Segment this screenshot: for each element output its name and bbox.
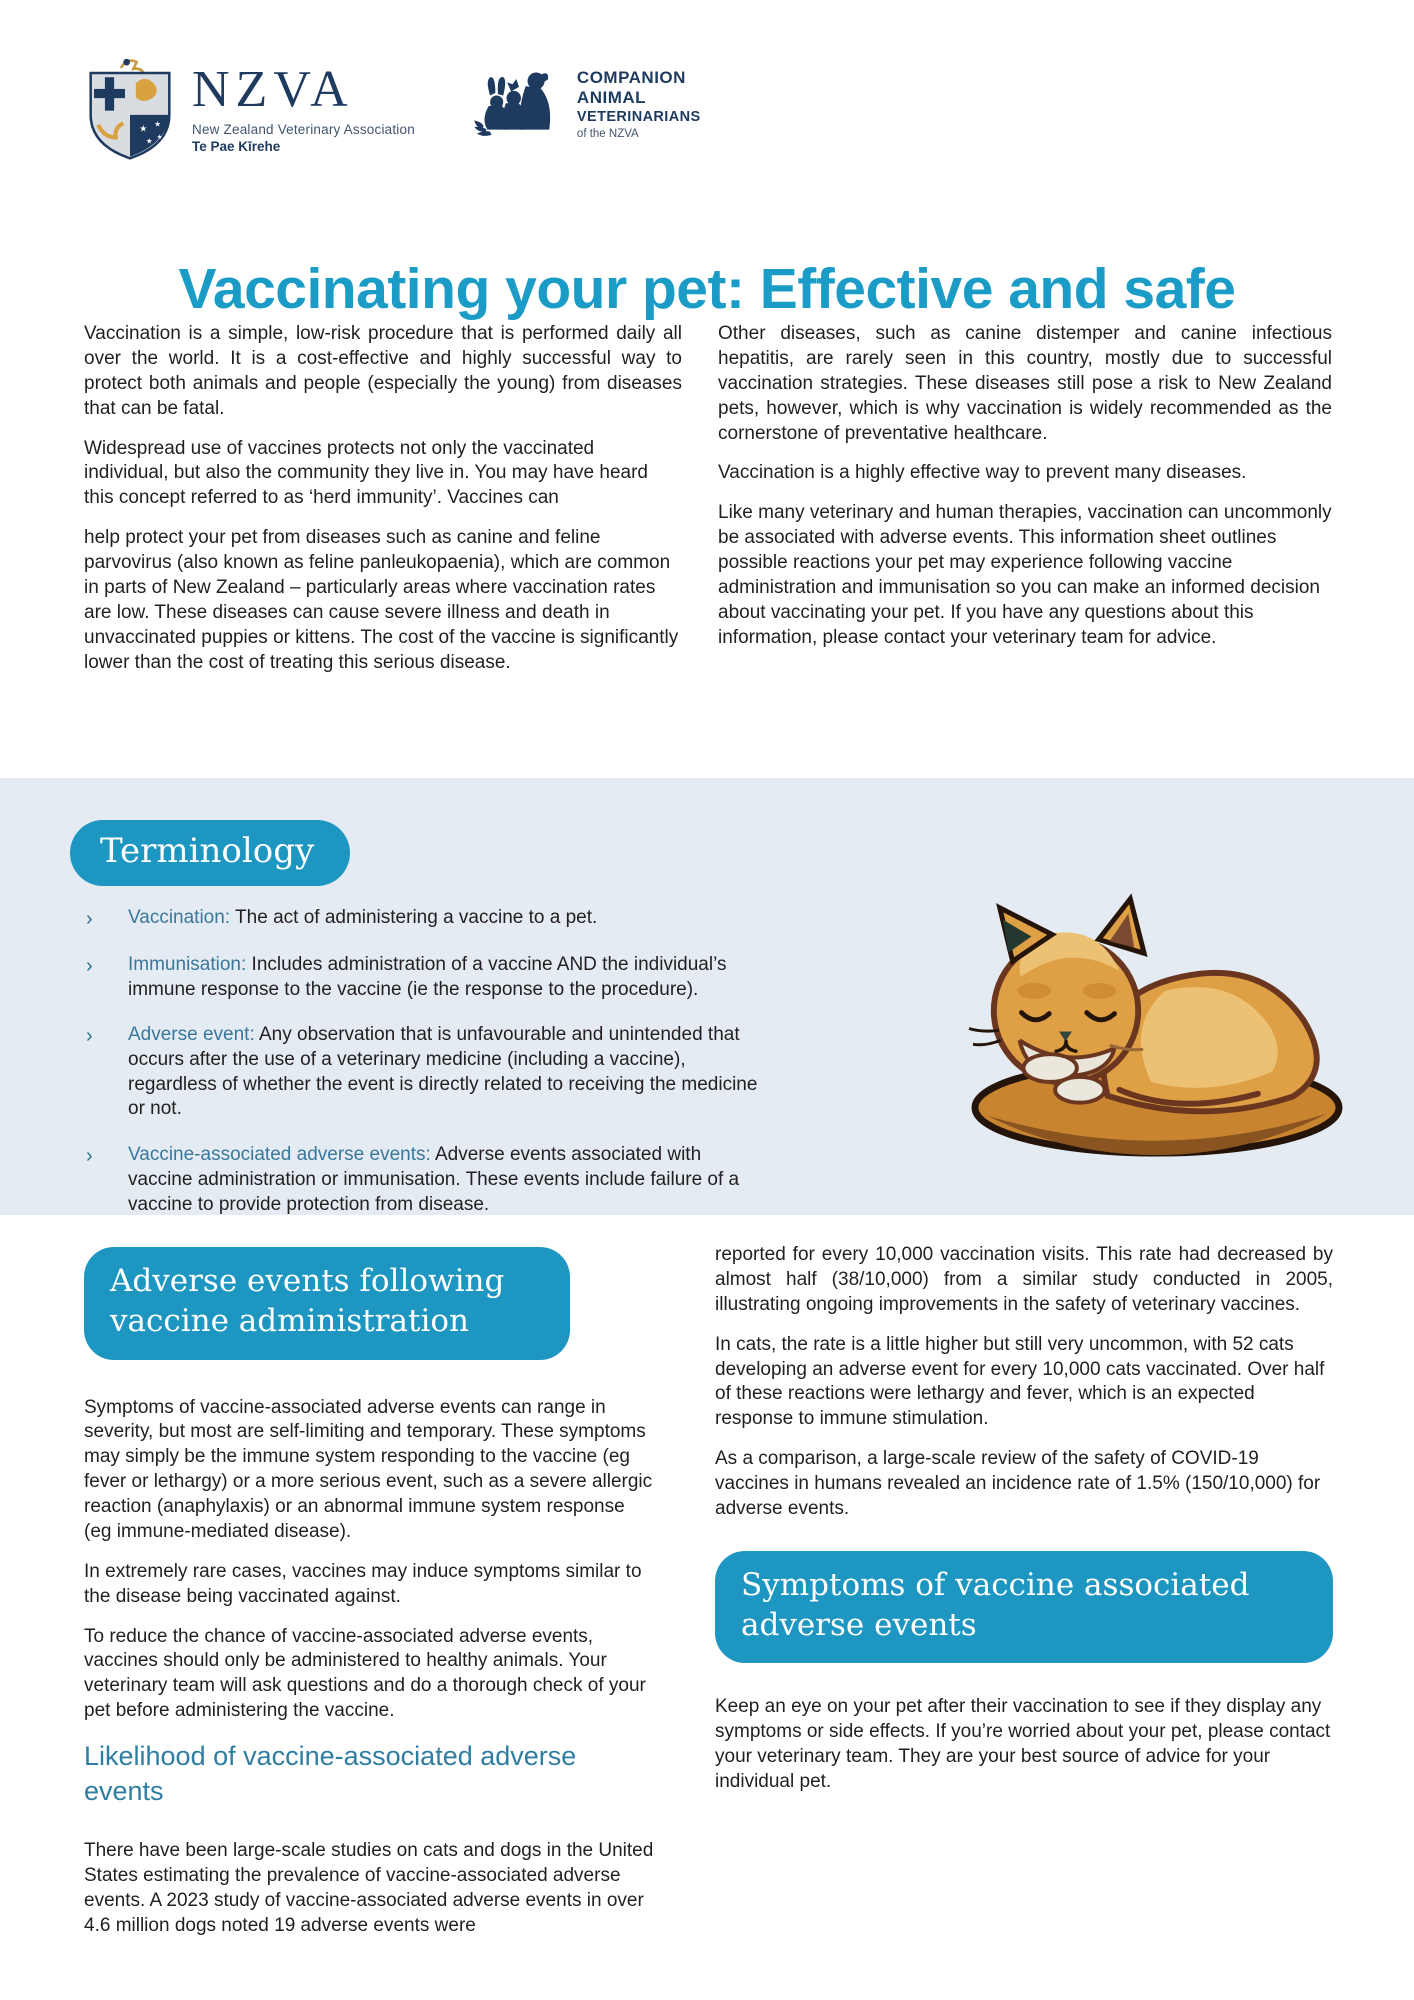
- terminology-item: [86, 1023, 762, 1122]
- intro-left-column: [84, 322, 682, 690]
- companion-animal-logo-text: [577, 68, 701, 140]
- intro-paragraph: help protect your pet from diseases such as canine and feline parvovirus (also known as feline panleukopaenia), which are common in parts of New Zealand – particularly areas where vaccination rates are low. These diseases can cause severe illness and death in unvaccinated puppies or kittens. The cost of the vaccine is significantly lower than the cost of treating this serious disease.: [84, 527, 679, 673]
- cav-line2: ANIMAL: [576, 87, 647, 107]
- bullet-chevron-icon: ›: [86, 955, 93, 977]
- page-title: Vaccinating your pet: Effective and safe: [178, 257, 1236, 322]
- adverse-paragraph: There have been large-scale studies on cats and dogs in the United States estimating the prevalence of vaccine-associated adverse events. A 2023 study of vaccine-associated adverse events in over 4.6 million dogs noted 19 adverse events were: [84, 1840, 654, 1936]
- adverse-events-left-column: [84, 1247, 654, 1954]
- terminology-heading: Terminology: [70, 820, 350, 886]
- term-label: Immunisation:: [128, 954, 247, 975]
- term-definition: Includes administration of a vaccine AND the individual’s immune response to the vaccine (ie the response to the procedure).: [128, 954, 727, 1000]
- likelihood-subheading: Likelihood of vaccine-associated adverse events: [84, 1741, 577, 1807]
- term-label: Vaccination:: [128, 907, 231, 928]
- header-logos: [84, 50, 701, 168]
- term-label: Adverse event:: [128, 1024, 255, 1046]
- bullet-chevron-icon: ›: [86, 908, 93, 930]
- adverse-paragraph: In cats, the rate is a little higher but still very uncommon, with 52 cats developing an adverse event for every 10,000 cats vaccinated. Over half of these reactions were lethargy and fever, which is an expected response to immune stimulation.: [715, 1333, 1325, 1430]
- intro-paragraph: Like many veterinary and human therapies, vaccination can uncommonly be associated with adverse events. This information sheet outlines possible reactions your pet may experience following vaccine administration and immunisation so you can make an informed decision about vaccinating your pet. If you have any questions about this information, please contact your veterinary team for advice.: [718, 502, 1332, 648]
- term-definition: Any observation that is unfavourable and unintended that occurs after the use of a veterinary medicine (including a vaccine), regardless of whether the event is directly related to receiving the medicine or not.: [128, 1024, 758, 1120]
- intro-paragraph: Vaccination is a simple, low-risk procedure that is performed daily all over the world. It is a cost-effective and highly successful way to protect both animals and people (especially the young) from diseases that can be fatal.: [84, 323, 682, 419]
- term-definition: Adverse events associated with vaccine administration or immunisation. These events include failure of a vaccine to provide protection from disease.: [128, 1144, 740, 1215]
- symptoms-heading: Symptoms of vaccine associated adverse events: [715, 1551, 1333, 1664]
- intro-paragraph: Vaccination is a highly effective way to prevent many diseases.: [718, 462, 1247, 484]
- adverse-paragraph: To reduce the chance of vaccine-associated adverse events, vaccines should only be administered to healthy animals. Your veterinary team will ask questions and do a thorough check of your pet before administering the vaccine.: [84, 1625, 646, 1722]
- cav-line1: COMPANION: [576, 67, 686, 87]
- term-label: Vaccine-associated adverse events:: [128, 1144, 431, 1166]
- adverse-paragraph: As a comparison, a large-scale review of the safety of COVID-19 vaccines in humans revealed an incidence rate of 1.5% (150/10,000) for adverse events.: [715, 1448, 1321, 1519]
- nzva-logo: [84, 50, 415, 168]
- adverse-paragraph: Symptoms of vaccine-associated adverse events can range in severity, but most are self-limiting and temporary. These symptoms may simply be the immune system responding to the vaccine (eg fever or lethargy) or a more serious event, such as a severe allergic reaction (anaphylaxis) or an abnormal immune system response (eg immune-mediated disease).: [84, 1396, 653, 1542]
- terminology-item: [86, 953, 762, 1002]
- intro-paragraph: Widespread use of vaccines protects not only the vaccinated individual, but also the community they live in. You may have heard this concept referred to as ‘herd immunity’. Vaccines can: [84, 437, 648, 509]
- nzva-subtitle: New Zealand Veterinary Association: [192, 122, 415, 137]
- terminology-item: [86, 1143, 762, 1217]
- adverse-events-heading: Adverse events following vaccine administration: [84, 1247, 570, 1360]
- svg-text:★: ★: [145, 136, 153, 146]
- adverse-paragraph: In extremely rare cases, vaccines may induce symptoms similar to the disease being vaccinated against.: [84, 1560, 642, 1607]
- intro-right-column: [718, 322, 1332, 690]
- bullet-chevron-icon: ›: [86, 1025, 93, 1048]
- terminology-item: [86, 906, 762, 932]
- symptoms-paragraph: Keep an eye on your pet after their vaccination to see if they display any symptoms or side effects. If you’re worried about your pet, please contact your veterinary team. They are your best source of advice for your individual pet.: [715, 1696, 1331, 1792]
- cav-line4: of the NZVA: [576, 128, 639, 141]
- terminology-list: [86, 906, 762, 1238]
- cav-line3: VETERINARIANS: [576, 109, 701, 126]
- intro-paragraph: Other diseases, such as canine distemper and canine infectious hepatitis, are rarely seen in this country, mostly due to successful vaccination strategies. These diseases still pose a risk to New Zealand pets, however, which is why vaccination is widely recommended as the cornerstone of preventative healthcare.: [718, 323, 1332, 444]
- companion-animals-icon: [473, 58, 565, 150]
- companion-animal-logo: [473, 58, 701, 150]
- nzva-maori-name: Te Pae Kīrehe: [192, 139, 281, 154]
- adverse-paragraph: reported for every 10,000 vaccination visits. This rate had decreased by almost half (38/10,000) from a similar study conducted in 2005, illustrating ongoing improvements in the safety of veterinary vaccines.: [715, 1244, 1333, 1315]
- bullet-chevron-icon: ›: [86, 1145, 93, 1168]
- adverse-events-right-column: [715, 1243, 1333, 1810]
- svg-text:★: ★: [156, 134, 163, 142]
- nzva-acronym: NZVA: [192, 61, 354, 118]
- nzva-logo-text: [192, 61, 415, 154]
- svg-text:★: ★: [139, 123, 148, 134]
- nzva-shield-icon: [84, 50, 176, 168]
- intro-section: [84, 322, 1332, 690]
- sleeping-cat-illustration: [958, 890, 1356, 1162]
- term-definition: The act of administering a vaccine to a pet.: [230, 907, 598, 928]
- svg-text:★: ★: [154, 119, 162, 129]
- terminology-section: [0, 778, 1414, 1215]
